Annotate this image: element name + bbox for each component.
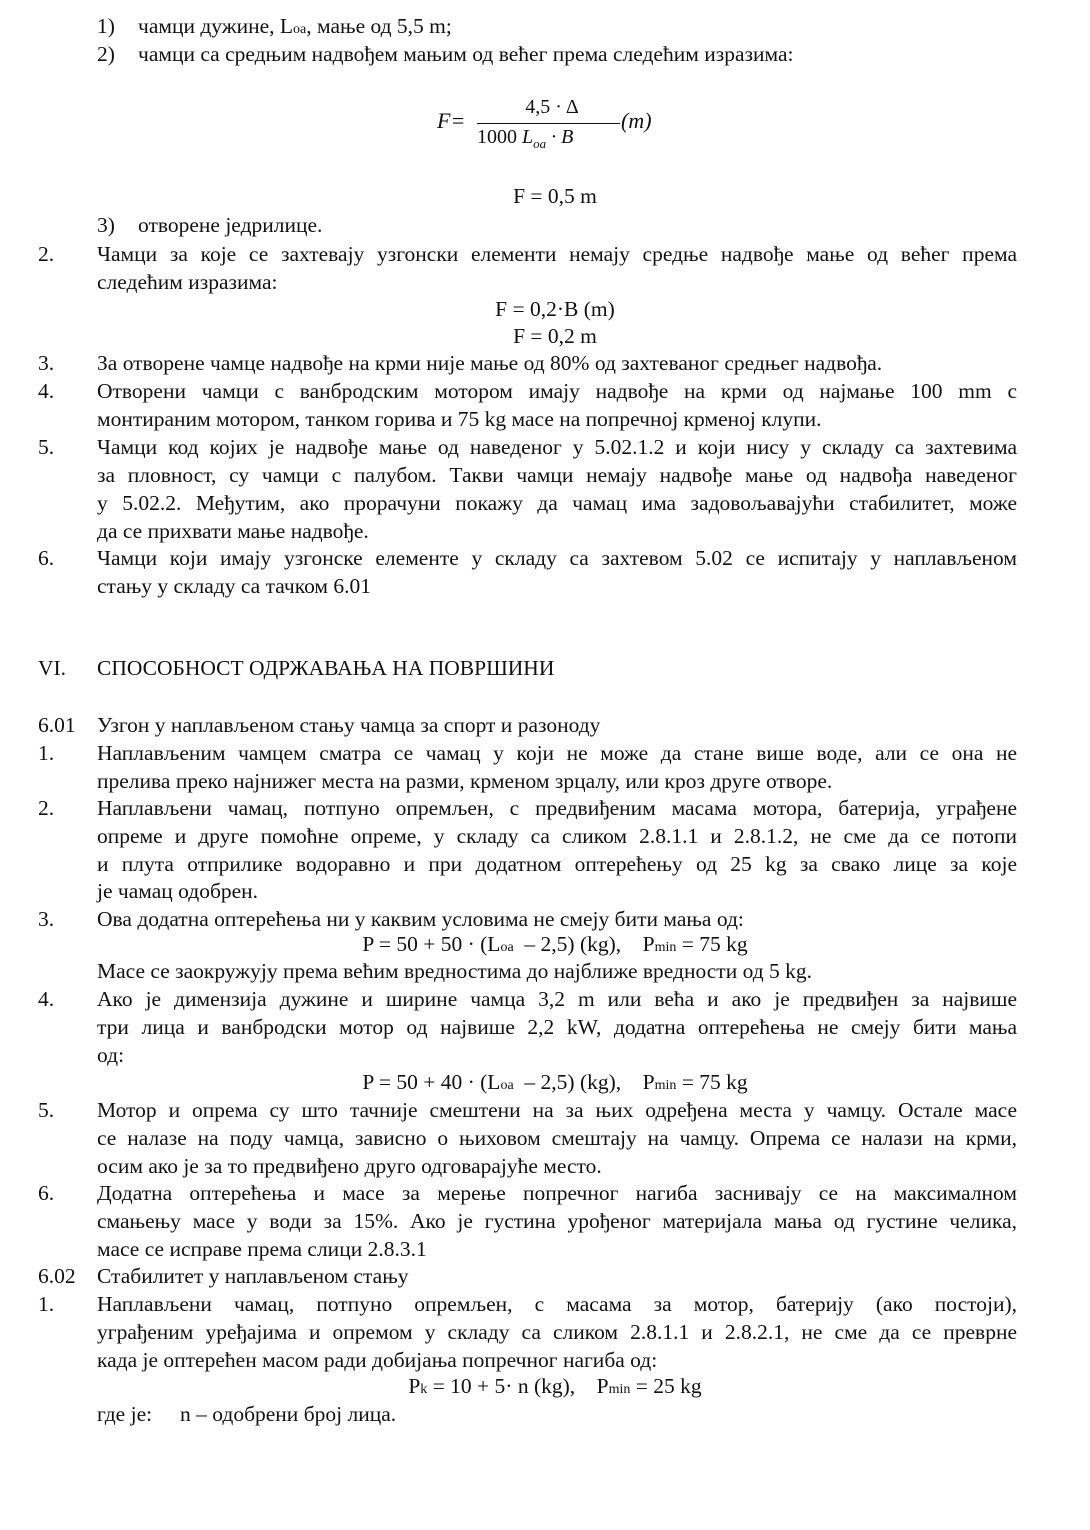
item-line: смањењу масе у води за 15%. Ако је густина урођеног материјала мања од густине челика,: [97, 1209, 1017, 1233]
item-number: 1.: [38, 1292, 55, 1316]
where-label: где је:: [97, 1402, 153, 1426]
item-line: Наплављени чамац, потпуно опремљен, с предвиђеним масама мотора, батерија, уграђене: [97, 796, 1017, 820]
item-line: осим ако је за то предвиђено друго одговарајуће место.: [97, 1154, 602, 1178]
formula-part: – 2,5) (kg), P: [513, 932, 655, 956]
formula-part: P: [408, 1374, 421, 1398]
item-line: и плута отприлике водоравно и при додатном оптерећењу од 25 kg за свако лице за које: [97, 852, 1017, 876]
item-line: Наплављени чамац, потпуно опремљен, с масама за мотор, батерију (ако постоји),: [97, 1292, 1017, 1316]
item-line: у 5.02.2. Међутим, ако прорачуни покажу да чамац има задовољавајући стабилитет, може: [97, 491, 1017, 515]
formula-part: = 75 kg: [676, 932, 748, 956]
subscript: oa: [533, 136, 547, 151]
formula-f02: F = 0,2 m: [513, 324, 597, 348]
fraction-bar: [477, 123, 620, 124]
formula-numerator: 4,5 · Δ: [525, 96, 579, 118]
item-line: Додатна оптерећења и масе за мерење попречног нагиба заснивају се на максималном: [97, 1181, 1017, 1205]
formula-part: = 10 + 5· n (kg), P: [427, 1374, 609, 1398]
item-line: монтираним мотором, танком горива и 75 kg масе на попречној крменој клупи.: [97, 407, 822, 431]
item-number: 6.: [38, 546, 55, 570]
item-number: 4.: [38, 379, 55, 403]
section-number: 6.01: [38, 713, 76, 737]
item-line: Ова додатна оптерећења ни у каквим условима не смеју бити мања од:: [97, 907, 744, 931]
item-line: да се прихвати мање надвође.: [97, 519, 369, 543]
item-number: 3.: [38, 907, 55, 931]
item-number: 5.: [38, 1098, 55, 1122]
chapter-number: VI.: [38, 656, 67, 680]
formula-f02b: F = 0,2·B (m): [495, 297, 615, 321]
item-number: 1.: [38, 741, 55, 765]
formula-part: = 25 kg: [630, 1374, 702, 1398]
sub-item-text: чамци са средњим надвођем мањим од већег према следећим изразима:: [138, 42, 794, 66]
formula-pk: [0, 1372, 1090, 1404]
item-number: 5.: [38, 435, 55, 459]
formula-f05: F = 0,5 m: [513, 184, 597, 208]
item-line: три лица и ванбродски мотор од највише 2,2 kW, додатна оптерећења не смеју бити мања: [97, 1015, 1017, 1039]
item-number: 2.: [38, 242, 55, 266]
section-title: Стабилитет у наплављеном стању: [97, 1264, 409, 1288]
denominator-part: 1000: [477, 126, 522, 148]
section-title: Узгон у наплављеном стању чамца за спорт и разоноду: [97, 713, 601, 737]
formula-part: – 2,5) (kg), P: [513, 1070, 655, 1094]
item-line: Мотор и опрема су што тачније смештени на за њих одређена места у чамцу. Остале масе: [97, 1098, 1017, 1122]
sub-item-text-part: , мање од 5,5 m;: [306, 14, 452, 38]
subscript: oa: [293, 22, 307, 37]
item-line: Чамци који имају узгонске елементе у складу са захтевом 5.02 се испитају у наплављеном: [97, 546, 1017, 570]
item-number: 2.: [38, 796, 55, 820]
item-line: када је оптерећен масом ради добијања попречног нагиба од:: [97, 1348, 658, 1372]
item-line: Наплављеним чамцем сматра се чамац у који не може да стане више воде, али се она не: [97, 741, 1017, 765]
item-line: Чамци код којих је надвође мање од наведеног у 5.02.1.2 и који нису у складу са захтевима: [97, 435, 1017, 459]
subscript: min: [608, 1382, 631, 1397]
subscript: oa: [500, 940, 514, 955]
item-line: масе се исправе према слици 2.8.3.1: [97, 1237, 427, 1261]
formula-lhs: F=: [437, 108, 466, 133]
item-line: Отворени чамци с ванбродским мотором имају надвође на крми од најмање 100 mm с: [97, 379, 1017, 403]
sub-item-number: 1): [97, 14, 115, 38]
item-line: опреме и друге помоћне опреме, у складу са сликом 2.8.1.1 и 2.8.1.2, не сме да се потопи: [97, 824, 1017, 848]
item-line: прелива преко најнижег места на разми, крменом зрцалу, или кроз друге отворе.: [97, 769, 833, 793]
item-line: За отворене чамце надвође на крми није мање од 80% од захтеваног средњег надвођа.: [97, 351, 883, 375]
chapter-title: СПОСОБНОСТ ОДРЖАВАЊА НА ПОВРШИНИ: [97, 656, 555, 680]
item-number: 4.: [38, 987, 55, 1011]
item-line: Ако је димензија дужине и ширине чамца 3,2 m или већа и ако је предвиђен за највише: [97, 987, 1017, 1011]
subscript: k: [420, 1382, 428, 1397]
item-line: следећим изразима:: [97, 270, 278, 294]
item-number: 3.: [38, 351, 55, 375]
formula-denominator: [477, 126, 627, 149]
formula-unit: (m): [621, 108, 652, 133]
item-line: уграђеним уређајима и опремом у складу са сликом 2.8.1.1 и 2.8.2.1, не сме да се преврне: [97, 1320, 1017, 1344]
item-line: стању у складу са тачком 6.01: [97, 574, 372, 598]
denominator-part: L: [522, 126, 534, 148]
section-number: 6.02: [38, 1264, 76, 1288]
item-note: Масе се заокружују према већим вредностима до најближе вредности од 5 kg.: [97, 959, 813, 983]
formula-part: P = 50 + 40 · (L: [362, 1070, 501, 1094]
formula-part: P = 50 + 50 · (L: [362, 932, 501, 956]
item-line: Чамци за које се захтевају узгонски елементи немају средње надвође мање од већег према: [97, 242, 1017, 266]
denominator-part: · B: [546, 126, 574, 148]
item-line: се налазе на поду чамца, зависно о њиховом смештају на чамцу. Опрема се налази на крми,: [97, 1126, 1017, 1150]
where-text: n – одобрени број лица.: [180, 1402, 397, 1426]
sub-item-number: 2): [97, 42, 115, 66]
sub-item-text-part: чамци дужине, L: [138, 14, 294, 38]
subscript: oa: [500, 1078, 514, 1093]
item-number: 6.: [38, 1181, 55, 1205]
subscript: min: [654, 940, 677, 955]
sub-item-text: отворене једрилице.: [138, 213, 323, 237]
item-line: од:: [97, 1043, 125, 1067]
subscript: min: [654, 1078, 677, 1093]
formula-part: = 75 kg: [676, 1070, 748, 1094]
item-line: за пловност, су чамци с палубом. Такви чамци немају надвође мање од надвођа наведеног: [97, 463, 1017, 487]
sub-item-number: 3): [97, 213, 115, 237]
item-line: је чамац одобрен.: [97, 879, 259, 903]
